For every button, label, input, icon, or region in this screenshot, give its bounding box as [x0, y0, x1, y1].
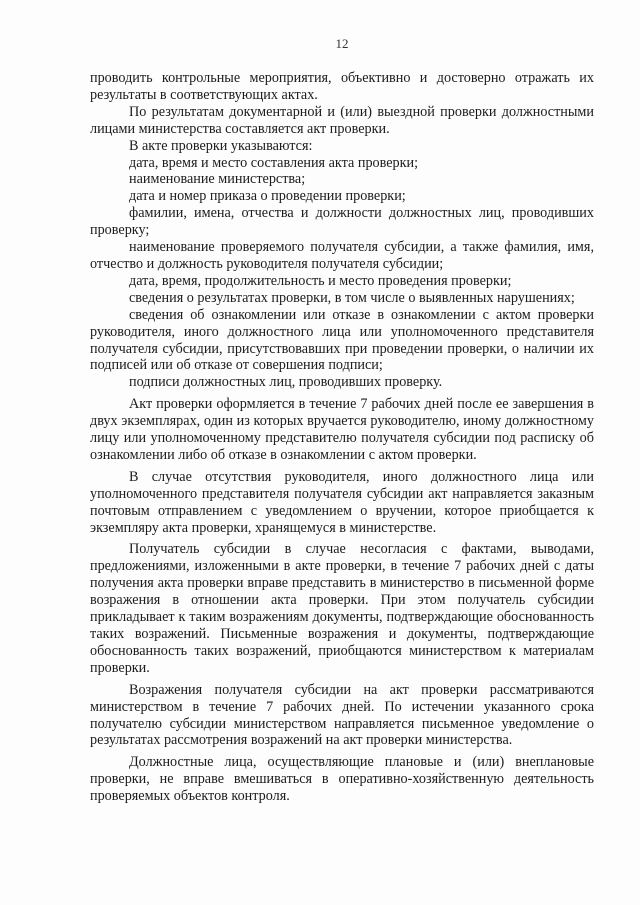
- document-body: [90, 70, 594, 805]
- list-item-acquaintance: сведения об ознакомлении или отказе в ознакомлении с актом проверки руководителя, иного должностного лица или уполномоченного представителя получателя субсидии, присутствовавших при проведении проверки, о наличии их подписей или об отказе от совершения подписи;: [90, 306, 594, 374]
- paragraph-act-formalized: Акт проверки оформляется в течение 7 рабочих дней после ее завершения в двух экземплярах, один из которых вручается руководителю, иному должностному лицу или уполномоченному представителю получателя субсидии под расписку об ознакомлении либо об отказе в ознакомлении с актом проверки.: [90, 396, 594, 463]
- list-item-signatures: подписи должностных лиц, проводивших проверку.: [129, 374, 443, 391]
- list-item-duration: дата, время, продолжительность и место проведения проверки;: [129, 272, 512, 289]
- paragraph-objections-review: Возражения получателя субсидии на акт проверки рассматриваются министерством в течение 7 рабочих дней. По истечении указанного срока получателю субсидии министерством направляется письменное уведомление о результатах рассмотрения возражений на акт проверки министерства.: [90, 681, 594, 749]
- list-item-date-time-place: дата, время и место составления акта проверки;: [129, 154, 419, 171]
- list-item-ministry-name: наименование министерства;: [129, 171, 306, 188]
- list-item-officials: фамилии, имена, отчества и должности должностных лиц, проводивших проверку;: [90, 205, 594, 239]
- paragraph-officials-restriction: Должностные лица, осуществляющие плановые и (или) внеплановые проверки, не вправе вмешиваться в оперативно-хозяйственную деятельность проверяемых объектов контроля.: [90, 754, 594, 805]
- list-item-results: сведения о результатах проверки, в том числе о выявленных нарушениях;: [129, 289, 575, 306]
- paragraph-act-drawn-up: По результатам документарной и (или) выездной проверки должностными лицами министерства составляется акт проверки.: [90, 103, 594, 137]
- page-number: 12: [335, 36, 349, 51]
- list-item-recipient: наименование проверяемого получателя субсидии, а также фамилия, имя, отчество и должность руководителя получателя субсидии;: [90, 239, 594, 272]
- list-item-order-date-number: дата и номер приказа о проведении проверки;: [129, 188, 406, 205]
- paragraph-absence-of-head: В случае отсутствия руководителя, иного должностного лица или уполномоченного представителя получателя субсидии акт направляется заказным почтовым отправлением с уведомлением о вручении, которое приобщается к экземпляру акта проверки, хранящемуся в министерстве.: [90, 468, 594, 536]
- paragraph-continuation: проводить контрольные мероприятия, объективно и достоверно отражать их результаты в соответствующих актах.: [90, 70, 594, 103]
- paragraph-act-contents-intro: В акте проверки указываются:: [129, 137, 313, 154]
- paragraph-objections-right: Получатель субсидии в случае несогласия с фактами, выводами, предложениями, изложенными в акте проверки, в течение 7 рабочих дней с даты получения акта проверки вправе представить в министерство в письменной форме возражения в отношении акта проверки. При этом получатель субсидии прикладывает к таким возражениям документы, подтверждающие обоснованность таких возражений. Письменные возражения и документы, подтверждающие обоснованность таких возражений, приобщаются министерством к материалам проверки.: [90, 541, 594, 676]
